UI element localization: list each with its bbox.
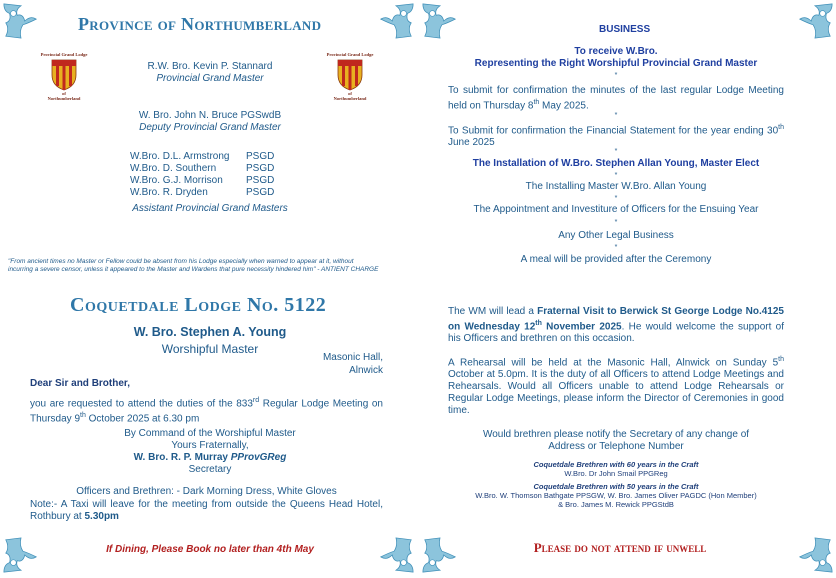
visit-text: The WM will lead a [448, 306, 538, 317]
wm-name: W. Bro. Stephen A. Young [133, 325, 287, 339]
dpgm-title: Deputy Provincial Grand Master [139, 122, 281, 133]
visit-text: . He would welcome the support of his Officers and brethren on this occasion. [448, 321, 784, 345]
salutation: Dear Sir and Brother, [30, 378, 131, 389]
separator-star: * [614, 112, 618, 119]
address-line1: Masonic Hall, [322, 352, 383, 363]
secretary-name [90, 452, 330, 464]
unwell-notice: Please do not attend if unwell [533, 540, 707, 555]
item-financial [448, 122, 784, 149]
province-title: Province of Northumberland [78, 14, 322, 34]
secretary-title: Secretary [188, 464, 232, 475]
separator-star: * [614, 172, 618, 179]
assistant-rank: PSGD [246, 151, 275, 162]
wm-title: Worshipful Master [161, 342, 259, 356]
item-receive-line2: Representing the Right Worshipful Provincial Grand Master [474, 58, 758, 69]
item-receive [448, 46, 784, 70]
shield-icon [337, 59, 363, 91]
item-minutes-text: To submit for confirmation the minutes of the last regular Lodge Meeting held on Thursday 8 [448, 85, 784, 112]
secretary-rank: PProvGReg [230, 452, 287, 463]
separator-star: * [614, 72, 618, 79]
dress-code: Officers and Brethren: - Dark Morning Dress, White Gloves [76, 486, 337, 497]
item-minutes [448, 85, 784, 112]
summons-part: October 2025 at 6.30 pm [85, 413, 200, 425]
left-page [0, 0, 417, 578]
provincial-crest-left [34, 52, 94, 112]
assistant-name: W.Bro. D. Southern [130, 163, 217, 174]
pgm-title: Provincial Grand Master [156, 73, 264, 84]
superscript: th [535, 320, 542, 327]
fraternal-visit-note [448, 306, 784, 345]
sixty-years-names: W.Bro. Dr John Smail PPGReg [564, 469, 668, 478]
assistant-name: W.Bro. R. Dryden [130, 187, 208, 198]
taxi-note [30, 499, 383, 523]
command-line1: By Command of the Worshipful Master [124, 428, 296, 439]
superscript: th [80, 412, 86, 420]
assistant-row [130, 187, 290, 199]
crest-caption-bottom: Northumberland [47, 96, 81, 101]
summons-part: Regular Lodge Meeting on Thursday 9 [30, 398, 383, 425]
superscript: rd [252, 397, 260, 404]
rehearsal-text: October at 5.0pm. It is the duty of all Officers to attend Lodge Meetings and Rehearsals. Would all Officers unable to attend Lodge Rehearsals or Regular Lodge Meetings, please inform the Director of Ceremonies in good time. [448, 369, 784, 417]
summons-text [30, 395, 383, 426]
item-aob: Any Other Legal Business [558, 230, 674, 241]
separator-star: * [614, 195, 618, 202]
item-financial-text: To Submit for confirmation the Financial Statement for the year ending 30 [448, 125, 779, 137]
separator-star: * [614, 148, 618, 155]
crest-caption-top: Provincial Grand Lodge [326, 52, 374, 57]
crest-caption-of: of [348, 91, 352, 96]
item-meal: A meal will be provided after the Ceremony [520, 254, 712, 265]
rehearsal-text: A Rehearsal will be held at the Masonic Hall, Alnwick on Sunday 5 [448, 357, 779, 369]
assistant-row [130, 175, 290, 187]
taxi-time: 5.30pm [84, 511, 119, 522]
antient-charge-quote: "From ancient times no Master or Fellow could be absent from his Lodge especially when warned to appear at it, without incurring a severe censor, unless it appeared to the Master and Wardens that pure necessity hindered him" - ANTIENT CHARGE [8, 258, 379, 273]
shield-icon [51, 59, 77, 91]
assistant-rank: PSGD [246, 163, 275, 174]
visit-bold: Fraternal Visit to Berwick St George Lodge No.4125 on Wednesday 12 [448, 306, 784, 333]
item-financial-text: June 2025 [448, 137, 495, 149]
superscript: th [778, 124, 784, 131]
item-installation: The Installation of W.Bro. Stephen Allan Young, Master Elect [472, 158, 760, 169]
crest-caption-bottom: Northumberland [333, 96, 367, 101]
separator-star: * [614, 219, 618, 226]
superscript: th [778, 356, 784, 363]
assistant-name: W.Bro. D.L. Armstrong [130, 151, 230, 162]
assistant-rank: PSGD [246, 187, 275, 198]
summons-part: you are requested to attend the duties of the 833 [30, 398, 253, 410]
crest-caption-top: Provincial Grand Lodge [40, 52, 88, 57]
visit-bold: November 2025 [541, 321, 622, 333]
pgm-name: R.W. Bro. Kevin P. Stannard [147, 61, 273, 72]
business-title: BUSINESS [599, 24, 651, 35]
item-installing-master: The Installing Master W.Bro. Allan Young [525, 181, 707, 192]
notify-line1: Would brethren please notify the Secretary of any change of [482, 429, 750, 440]
item-appointment: The Appointment and Investiture of Officers for the Ensuing Year [473, 204, 759, 215]
secretary-name-text: W. Bro. R. P. Murray [133, 452, 231, 463]
assistant-name: W.Bro. G.J. Morrison [130, 175, 223, 186]
taxi-text: Note:- A Taxi will leave for the meeting from outside the Queens Head Hotel, Rothbury at [30, 499, 383, 522]
venue-address [290, 351, 383, 377]
dining-note: If Dining, Please Book no later than 4th May [106, 544, 314, 555]
separator-star: * [614, 244, 618, 251]
address-line2: Alnwick [349, 365, 383, 376]
rehearsal-note [448, 354, 784, 417]
assistants-title: Assistant Provincial Grand Masters [132, 203, 288, 214]
lodge-name: Coquetdale Lodge No. 5122 [70, 294, 327, 316]
provincial-crest-right [320, 52, 380, 112]
item-receive-line1: To receive W.Bro. [574, 46, 658, 57]
assistant-row [130, 151, 290, 163]
sixty-years-title: Coquetdale Brethren with 60 years in the Craft [533, 460, 699, 469]
item-minutes-text: May 2025. [539, 100, 589, 112]
command-line2: Yours Fraternally, [171, 440, 249, 451]
crest-caption-of: of [62, 91, 66, 96]
superscript: th [533, 99, 540, 106]
fifty-years-names-1: W.Bro. W. Thomson Bathgate PPSGW, W. Bro. James Oliver PAGDC (Hon Member) [475, 491, 757, 500]
assistant-list [130, 151, 290, 199]
notify-line2: Address or Telephone Number [548, 441, 684, 452]
fifty-years-title: Coquetdale Brethren with 50 years in the Craft [533, 482, 699, 491]
dpgm-name: W. Bro. John N. Bruce PGSwdB [138, 110, 282, 121]
assistant-row [130, 163, 290, 175]
assistant-rank: PSGD [246, 175, 275, 186]
fifty-years-names-2: & Bro. James M. Rewick PPGStdB [558, 500, 674, 509]
